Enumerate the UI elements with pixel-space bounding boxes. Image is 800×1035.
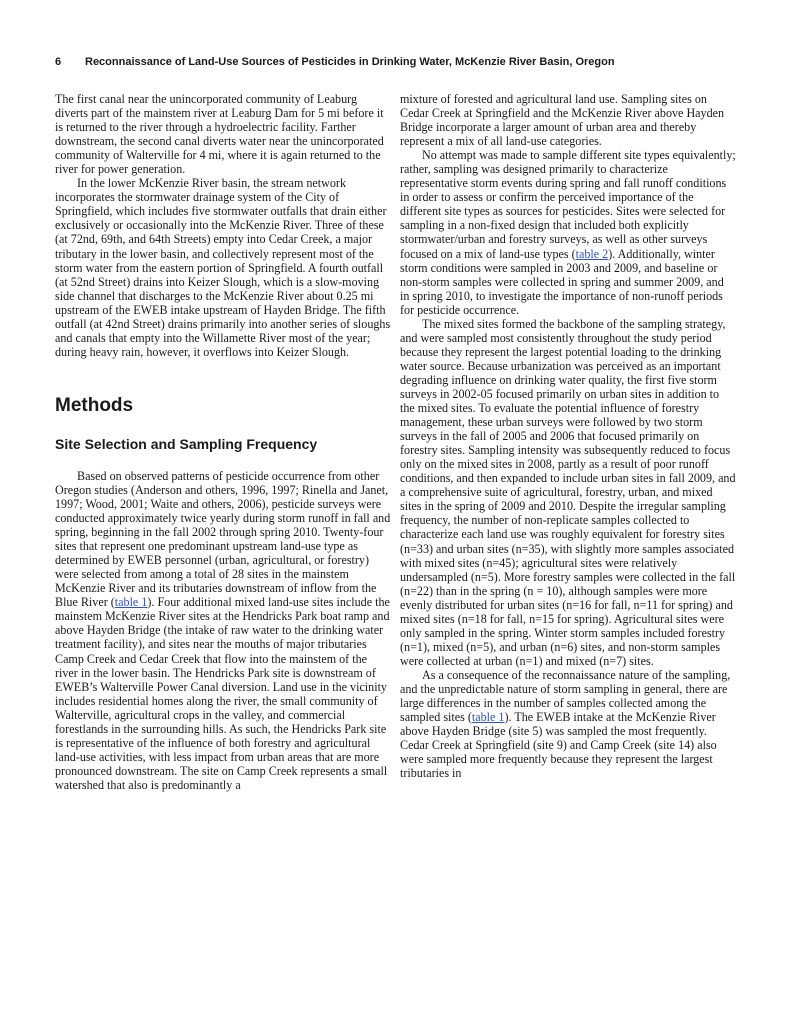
- paragraph-mixture: mixture of forested and agricultural land use. Sampling sites on Cedar Creek at Springfield and the McKenzie River above Hayden Bridge incorporate a larger amount of urban area and thereby represent a mix of all land-use categories.: [400, 92, 725, 149]
- paragraph-canals: The first canal near the unincorporated community of Leaburg diverts part of the mainstem river at Leaburg Dam for 5 mi before it is returned to the river through a hydroelectric facility. Farther downstream, the second canal diverts water near the unincorporated community of Walterville for 4 mi, where it is again returned to the river for power generation.: [55, 92, 384, 177]
- subsection-heading-site-selection: Site Selection and Sampling Frequency: [55, 435, 318, 452]
- paragraph-site-selection: [55, 469, 391, 792]
- text-run: No attempt was made to sample different site types equivalently; rather, sampling was designed primarily to characterize representative storm events during spring and fall runoff conditions in order to assess or confirm the perceived importance of the different site types as sources for pesticides. Sites were selected for sampling in a non-fixed design that included both explicitly stormwater/urban and forestry surveys, as well as other surveys focused on a mix of land-use types (: [400, 148, 736, 261]
- running-header: [55, 56, 755, 68]
- table-1-link[interactable]: table 1: [114, 595, 148, 610]
- text-run: Based on observed patterns of pesticide occurrence from other Oregon studies (Anderson and others, 1996, 1997; Rinella and Janet, 1997; Wood, 2001; Waite and others, 2006), pesticide surveys were conducted approximately twice yearly during storm runoff in fall and spring, beginning in the fall 2002 through spring 2010. Twenty-four sites that represent one predominant upstream land-use type as determined by EWEB personnel (urban, agricultural, or forestry) were selected from among a total of 28 sites in the mainstem McKenzie River and its tributaries downstream of inflow from the Blue River (: [55, 468, 391, 610]
- paragraph-stormwater: In the lower McKenzie River basin, the stream network incorporates the stormwater drainage system of the City of Springfield, which includes five stormwater outfalls that drain either exclusively or occasionally into the McKenzie River. Three of these (at 72nd, 69th, and 64th Streets) empty into Cedar Creek, a major tributary in the lower basin, and collectively represent most of the storm water from the eastern portion of Springfield. A fourth outfall (at 52nd Street) drains into Keizer Slough, which is a slow-moving side channel that discharges to the McKenzie River about 0.25 mi upstream of the EWEB intake upstream of Hayden Bridge. The fifth outfall (at 42nd Street) drains primarily into another series of sloughs and canals that empty into the Willamette River most of the year; during heavy rain, however, it overflows into Keizer Slough.: [55, 176, 391, 359]
- page-number: 6: [55, 56, 62, 68]
- paragraph-sampling-design: [400, 148, 736, 317]
- table-1-link[interactable]: table 1: [471, 710, 505, 725]
- text-run: ). Four additional mixed land-use sites include the mainstem McKenzie River sites at the Hendricks Park boat ramp and above Hayden Bridge (the intake of raw water to the drinking water treatment facility), and sites near the mouths of major tributaries Camp Creek and Cedar Creek that flow into the mainstem of the river in the lower basin. The Hendricks Park site is downstream of EWEB’s Walterville Power Canal diversion. Land use in the vicinity includes residential homes along the river, the small community of Walterville, agricultural crops in the valley, and commercial forestlands in the surrounding hills. As such, the Hendricks Park site is representative of the influence of both forestry and agricultural land-use activities, with less impact from urban areas that are more pronounced downstream. The site on Camp Creek represents a small watershed that also is predominantly a: [55, 595, 390, 792]
- paragraph-consequence: [400, 668, 736, 780]
- section-heading-methods: Methods: [55, 394, 134, 416]
- paragraph-mixed-sites: The mixed sites formed the backbone of the sampling strategy, and were sampled most consistently throughout the study period because they represent the largest potential loading to the drinking water source. Because urbanization was perceived as an important degrading influence on drinking water quality, the first five storm surveys in 2002-05 focused primarily on urban sites in addition to the mixed sites. To evaluate the potential influence of forestry management, these urban surveys were followed by two storm surveys in the fall of 2005 and 2006 that focused primarily on forestry sites. Sampling intensity was subsequently reduced to focus only on the mixed sites in 2008, partly as a result of poor runoff conditions, and then expanded to include urban sites in fall 2009, and a comprehensive suite of agricultural, forestry, urban, and mixed sites in the spring of 2009 and 2010. Despite the irregular sampling frequency, the number of non-replicate samples collected to characterize each land use was roughly equivalent for forestry sites (n=33) and urban sites (n=35), with slightly more samples associated with mixed sites (n=45); agricultural sites were relatively undersampled (n=5). More forestry samples were collected in the fall (n=22) than in the spring (n = 10), although samples were more evenly distributed for urban sites (n=16 for fall, n=11 for spring) and mixed sites (n=18 for fall, n=15 for spring). Agricultural sites were only sampled in the spring. Winter storm samples included forestry (n=1), mixed (n=5), and urban (n=6) sites, and non-storm samples were collected at urban (n=1) and mixed (n=7) sites.: [400, 316, 736, 668]
- text-run: ). Additionally, winter storm conditions were sampled in 2003 and 2009, and baseline or non-storm samples were collected in spring and summer 2009, and in spring 2010, to investigate the importance of non-runoff periods for pesticide occurrence.: [400, 246, 724, 317]
- text-run: As a consequence of the reconnaissance nature of the sampling, and the unpredictable nature of storm sampling in general, there are large differences in the number of samples collected among the sampled sites (: [400, 667, 731, 725]
- left-column: [55, 92, 391, 792]
- running-title: Reconnaissance of Land-Use Sources of Pesticides in Drinking Water, McKenzie River Basin, Oregon: [85, 56, 615, 68]
- text-run: ). The EWEB intake at the McKenzie River above Hayden Bridge (site 5) was sampled the most frequently. Cedar Creek at Springfield (site 9) and Camp Creek (site 14) also were sampled more frequently because they represent the largest tributaries in: [400, 710, 717, 781]
- table-2-link[interactable]: table 2: [575, 246, 609, 261]
- right-column: [400, 92, 736, 780]
